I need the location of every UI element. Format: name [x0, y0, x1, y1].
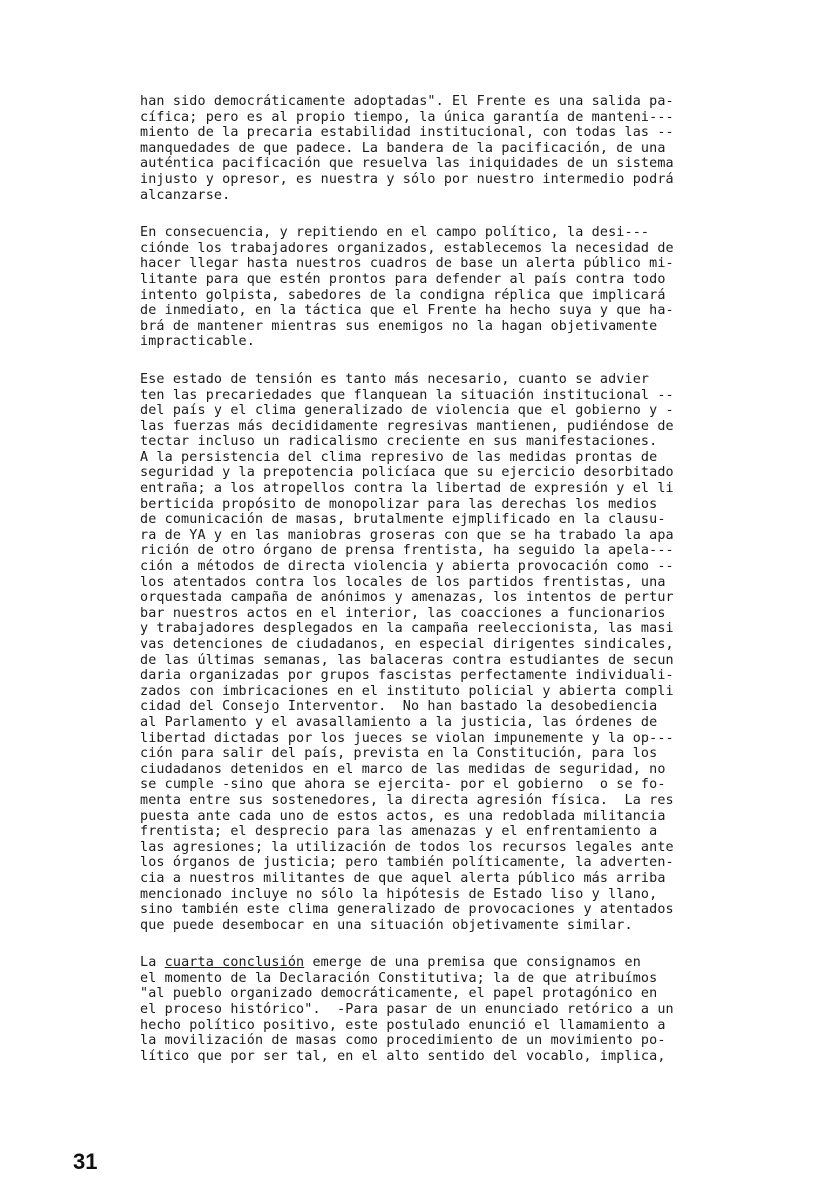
paragraph-4	[140, 955, 770, 1064]
text-line: vas detenciones de ciudadanos, en especial dirigentes sindicales,	[140, 637, 674, 652]
page-number: 31	[73, 1149, 98, 1174]
text-line: al Parlamento y el avasallamiento a la justicia, las órdenes de	[140, 714, 658, 730]
text-line: miento de la precaria estabilidad institucional, con todas las --	[140, 125, 674, 141]
underlined-heading: cuarta conclusión	[164, 955, 305, 971]
text-line: impracticable.	[140, 334, 255, 350]
text-line: seguridad y la prepotencia policíaca que su ejercicio desorbitado	[140, 465, 674, 481]
text-line: se cumple -sino que ahora se ejercita- por el gobierno o se fo-	[140, 777, 666, 793]
paragraph-3	[140, 372, 770, 933]
text-line: la movilización de masas como procedimiento de un movimiento po-	[140, 1033, 666, 1049]
text-line: alcanzarse.	[140, 187, 231, 203]
text-line: que puede desembocar en una situación objetivamente similar.	[140, 917, 633, 933]
text-line: frentista; el desprecio para las amenazas y el enfrentamiento a	[140, 824, 658, 840]
text-line: ra de YA y en las maniobras groseras con que se ha trabado la apa	[140, 527, 674, 543]
text-line: el momento de la Declaración Constitutiva; la de que atribuímos	[140, 970, 658, 986]
text-line: zados con imbricaciones en el instituto policial y abierta compli	[140, 683, 674, 699]
text-line: hecho político positivo, este postulado enunció el llamamiento a	[140, 1017, 666, 1033]
text-line: "al pueblo organizado democráticamente, el papel protagónico en	[140, 986, 658, 1002]
text-line: injusto y opresor, es nuestra y sólo por nuestro intermedio podrá	[140, 171, 674, 187]
text-line: litante para que estén prontos para defender al país contra todo	[140, 271, 666, 287]
text-line: manquedades de que padece. La bandera de la pacificación, de una	[140, 140, 666, 156]
text-line: sino también este clima generalizado de provocaciones y atentados	[140, 902, 674, 918]
text-line: berticida propósito de monopolizar para las derechas los medios	[140, 496, 658, 512]
text-line: las fuerzas más decididamente regresivas mantienen, pudiéndose de	[140, 418, 674, 434]
text-line: cia a nuestros militantes de que aquel alerta público más arriba	[140, 870, 666, 886]
paragraph-lead: La	[140, 955, 165, 971]
text-line: menta entre sus sostenedores, la directa agresión física. La res	[140, 792, 674, 808]
paragraph-1	[140, 94, 770, 203]
text-line	[140, 955, 770, 971]
text-line: libertad dictadas por los jueces se violan impunemente y la op---	[140, 730, 674, 746]
text-line: bar nuestros actos en el interior, las coacciones a funcionarios	[140, 605, 666, 621]
text-line: En consecuencia, y repitiendo en el campo político, la desi---	[140, 225, 650, 241]
body-text	[140, 94, 770, 1086]
text-line: cífica; pero es al propio tiempo, la única garantía de manteni---	[140, 109, 674, 125]
text-line: de inmediato, en la táctica que el Frente ha hecho suya y que ha-	[140, 303, 674, 319]
text-line: ción para salir del país, prevista en la Constitución, para los	[140, 746, 658, 762]
text-line: ción a métodos de directa violencia y abierta provocación como --	[140, 559, 674, 575]
text-line: rición de otro órgano de prensa frentista, ha seguido la apela---	[140, 543, 674, 559]
text-line: intento golpista, sabedores de la condigna réplica que implicará	[140, 287, 666, 303]
text-line: y trabajadores desplegados en la campaña reeleccionista, las masi	[140, 621, 674, 637]
text-line: daria organizadas por grupos fascistas perfectamente individuali-	[140, 668, 674, 684]
text-line: A la persistencia del clima represivo de las medidas prontas de	[140, 449, 658, 465]
text-line: ten las precariedades que flanquean la situación institucional --	[140, 387, 674, 403]
text-line: el proceso histórico". -Para pasar de un enunciado retórico a un	[140, 1002, 674, 1018]
text-line: tectar incluso un radicalismo creciente en sus manifestaciones.	[140, 434, 658, 450]
text-line: de las últimas semanas, las balaceras contra estudiantes de secun	[140, 652, 674, 668]
text-line: puesta ante cada uno de estos actos, es una redoblada militancia	[140, 808, 666, 824]
paragraph-lead-rest: emerge de una premisa que consignamos en	[304, 955, 641, 971]
text-line: ciudadanos detenidos en el marco de las medidas de seguridad, no	[140, 761, 666, 777]
text-line: ciónde los trabajadores organizados, establecemos la necesidad de	[140, 240, 674, 256]
text-line: los atentados contra los locales de los partidos frentistas, una	[140, 574, 666, 590]
paragraph-2	[140, 225, 770, 350]
text-line: Ese estado de tensión es tanto más necesario, cuanto se advier	[140, 371, 650, 387]
text-line: cidad del Consejo Interventor. No han bastado la desobediencia	[140, 699, 658, 715]
text-line: entraña; a los atropellos contra la libertad de expresión y el li	[140, 481, 674, 497]
text-line: lítico que por ser tal, en el alto sentido del vocablo, implica,	[140, 1048, 666, 1064]
text-line: mencionado incluye no sólo la hipótesis de Estado liso y llano,	[140, 886, 658, 902]
text-line: las agresiones; la utilización de todos los recursos legales ante	[140, 839, 674, 855]
text-line: han sido democráticamente adoptadas". El Frente es una salida pa-	[140, 94, 674, 109]
text-line: de comunicación de masas, brutalmente ejmplificado en la clausu-	[140, 512, 666, 528]
text-line: los órganos de justicia; pero también políticamente, la adverten-	[140, 855, 674, 871]
text-line: hacer llegar hasta nuestros cuadros de base un alerta público mi-	[140, 256, 674, 272]
text-line: brá de mantener mientras sus enemigos no la hagan objetivamente	[140, 318, 658, 334]
text-line: del país y el clima generalizado de violencia que el gobierno y -	[140, 403, 674, 419]
text-line: auténtica pacificación que resuelva las iniquidades de un sistema	[140, 156, 674, 172]
text-line: orquestada campaña de anónimos y amenazas, los intentos de pertur	[140, 590, 674, 606]
